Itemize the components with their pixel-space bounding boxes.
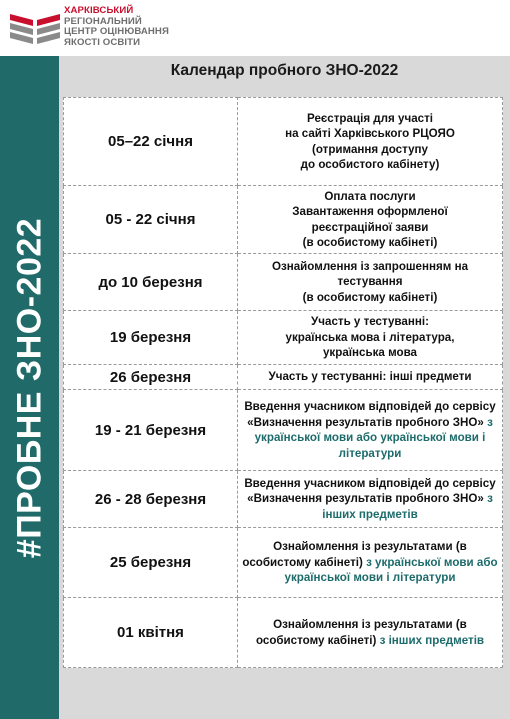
- row-description: [238, 471, 503, 528]
- row-description: [238, 365, 503, 390]
- table-row: [64, 598, 503, 668]
- row-description: [238, 598, 503, 668]
- row-date: 05 - 22 січня: [64, 186, 238, 254]
- row-date: 19 - 21 березня: [64, 390, 238, 471]
- description-line: Реєстрація для участі: [307, 111, 433, 125]
- logo-line-2: РЕГІОНАЛЬНИЙ: [64, 15, 142, 27]
- logo-line-1: ХАРКІВСЬКИЙ: [64, 5, 134, 16]
- description-line: Участь у тестуванні: інші предмети: [268, 370, 472, 384]
- row-date: 26 березня: [64, 365, 238, 390]
- description-text: Ознайомлення із результатами (в особистому кабінеті): [255, 618, 467, 647]
- description-subject: з української мови або української мови і літератури: [284, 555, 498, 585]
- description-line: (в особистому кабінеті): [302, 236, 438, 249]
- description-line: українська мова: [322, 346, 418, 360]
- row-description: [238, 186, 503, 254]
- row-description: [238, 311, 503, 365]
- description-line: (в особистому кабінеті): [302, 290, 438, 304]
- row-date: 26 - 28 березня: [64, 471, 238, 528]
- description-text: Ознайомлення із результатами (в особистому кабінеті): [242, 540, 467, 569]
- description-subject: з української мови або української мови і літератури: [254, 415, 493, 460]
- description-subject: з інших предметів: [379, 633, 485, 647]
- row-date: 19 березня: [64, 311, 238, 365]
- table-row: [64, 254, 503, 311]
- description-text: Введення учасником відповідей до сервісу «Визначення результатів пробного ЗНО»: [244, 400, 496, 429]
- description-line: на сайті Харківського РЦОЯО: [285, 127, 455, 140]
- side-band: [0, 56, 59, 719]
- logo-text: [64, 6, 169, 48]
- row-date: 05–22 січня: [64, 98, 238, 186]
- side-label: #ПРОБНЕ ЗНО-2022: [10, 217, 48, 558]
- description-line: (отримання доступу: [311, 142, 428, 156]
- description-line: до особистого кабінету): [300, 158, 440, 171]
- logo-book-icon: [8, 6, 62, 52]
- header: [0, 0, 510, 56]
- logo-line-4: ЯКОСТІ ОСВІТИ: [64, 36, 141, 48]
- description-subject: з інших предметів: [322, 492, 493, 521]
- row-description: [238, 254, 503, 311]
- table-row: [64, 390, 503, 471]
- row-description: [238, 528, 503, 598]
- row-description: [238, 98, 503, 186]
- table-row: [64, 365, 503, 390]
- table-row: [64, 471, 503, 528]
- logo-line-3: ЦЕНТР ОЦІНЮВАННЯ: [64, 26, 169, 37]
- calendar-panel: [59, 56, 510, 719]
- table-row: [64, 186, 503, 254]
- description-line: Ознайомлення із запрошенням на: [271, 259, 469, 273]
- description-text: Введення учасником відповідей до сервісу «Визначення результатів пробного ЗНО»: [244, 476, 496, 506]
- description-line: Участь у тестуванні:: [311, 315, 429, 329]
- description-line: Оплата послуги: [324, 189, 416, 203]
- row-description: [238, 390, 503, 471]
- description-line: реєстраційної заяви: [311, 220, 429, 234]
- description-line: Завантаження оформленої: [292, 205, 448, 218]
- description-line: українська мова і література,: [285, 330, 455, 344]
- schedule-table: [63, 97, 503, 668]
- row-date: 25 березня: [64, 528, 238, 598]
- page-title: Календар пробного ЗНО-2022: [170, 62, 399, 79]
- row-date: 01 квітня: [64, 598, 238, 668]
- row-date: до 10 березня: [64, 254, 238, 311]
- description-line: тестування: [337, 275, 403, 289]
- table-row: [64, 528, 503, 598]
- table-row: [64, 311, 503, 365]
- table-row: [64, 98, 503, 186]
